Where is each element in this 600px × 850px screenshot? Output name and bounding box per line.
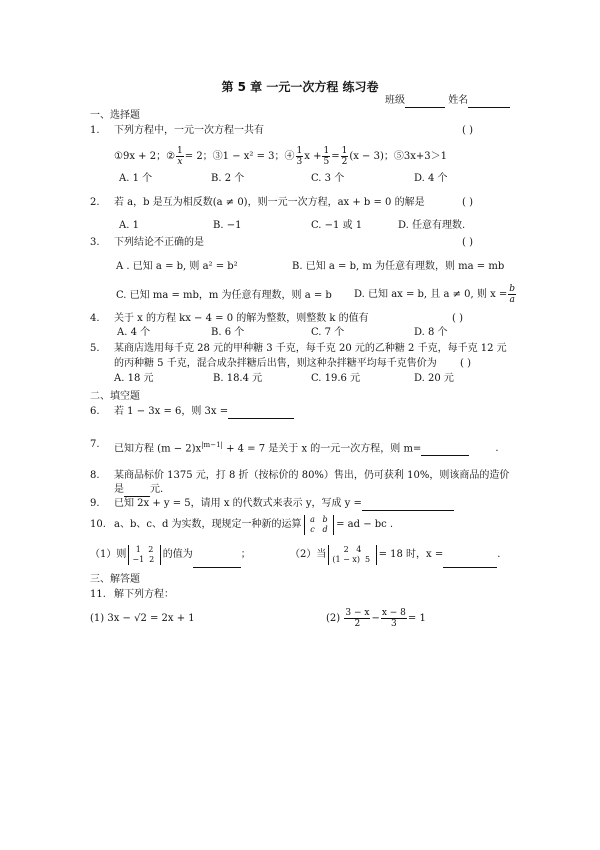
q6-text: 若 1 − 3x = 6，则 3x = [114,406,229,417]
class-blank[interactable] [405,96,445,108]
q3-frac-b-over-a: $\frac{b}{a}$ [509,284,516,305]
section-fill: 二、填空题 [90,391,140,402]
q8-line1: 某商品标价 1375 元，打 8 折（按标价的 80%）售出，仍可获利 10%，则该商品的造价 [114,470,510,481]
section-choice: 一、选择题 [90,110,140,121]
q2-answer-paren[interactable]: ( ) [462,197,473,208]
q9-blank[interactable] [362,499,454,511]
q3-answer-paren[interactable]: ( ) [462,237,473,248]
q6-line [114,405,294,419]
q4-number: 4. [90,313,100,324]
q11-frac-3-minus-x-over-2: $\frac{3 - x}{2}$ [345,608,370,629]
q11-number: 11. [90,589,106,600]
q1-eq-part1: ①9x + 2；② [114,151,176,162]
q4-option-c[interactable]: C. 7 个 [311,327,345,338]
q4-option-d[interactable]: D. 8 个 [414,327,448,338]
q7-blank[interactable] [421,444,469,456]
q4-option-b[interactable]: B. 6 个 [211,327,245,338]
q5-option-d[interactable]: D. 20 元 [414,373,454,384]
q11-minus: − [371,613,380,624]
q1-frac-1-over-5: $\frac{1}{5}$ [323,146,330,167]
q5-option-a[interactable]: A. 18 元 [114,373,154,384]
q11-eq2-post: = 1 [407,613,426,624]
q1-number: 1. [90,125,100,136]
q4-option-a[interactable]: A. 4 个 [117,327,151,338]
name-label: 姓名 [448,95,469,106]
q1-answer-paren[interactable]: ( ) [462,125,473,136]
q1-eq-part2: = 2；③1 − x² = 3；④ [184,151,295,162]
q1-equations [114,145,447,169]
q1-eq-part5: (x − 3)；⑤3x+3＞1 [349,151,447,162]
q2-option-d[interactable]: D. 任意有理数. [398,220,466,231]
q3-stem: 下列结论不正确的是 [114,237,204,248]
q6-number: 6. [90,406,100,417]
q8-post: 元. [150,484,164,495]
q1-eq-part4: = [331,151,340,162]
q5-line2: 的丙种糖 5 千克，混合成杂拌糖后出售，则这种杂拌糖平均每千克售价为 [114,358,437,369]
q10-p2-mid: = 18 时，x = [378,549,444,560]
q7-line [114,438,499,456]
q10-number: 10. [90,519,106,530]
q2-option-b[interactable]: B. −1 [213,220,242,231]
q8-line2 [114,483,163,497]
q6-blank[interactable] [228,407,294,419]
q5-option-c[interactable]: C. 19.6 元 [311,373,361,384]
q10-p1-end: ； [240,549,251,560]
q9-number: 9. [90,498,100,509]
q5-answer-paren[interactable]: ( ) [460,358,471,369]
q2-stem: 若 a，b 是互为相反数(a ≠ 0)，则一元一次方程，ax + b = 0 的解是 [114,197,425,208]
q10-p1-blank[interactable] [193,556,241,568]
q2-option-a[interactable]: A. 1 [119,220,139,231]
page-title: 第 5 章 一元一次方程 练习卷 [221,80,379,94]
q11-eq2 [326,606,426,632]
q1-option-c[interactable]: C. 3 个 [311,173,345,184]
q7-pre: 已知方程 (m − 2)x [114,443,202,455]
q7-post: + 4 = 7 是关于 x 的一元一次方程，则 m= [222,443,422,455]
q3-option-d[interactable] [354,283,517,307]
q5-option-b[interactable]: B. 18.4 元 [213,373,263,384]
q11-eq2-label: (2) [326,613,341,624]
class-name-line [385,94,510,108]
q11-eq1: (1) 3x − √2 = 2x + 1 [90,613,195,624]
q10-part2 [290,542,500,568]
q10-p2-end: . [497,549,501,560]
q3-option-c[interactable]: C. 已知 ma = mb，m 为任意有理数，则 a = b [116,290,332,301]
q3-option-d-text: D. 已知 ax = b, 且 a ≠ 0, 则 x = [354,289,508,300]
q5-number: 5. [90,343,100,354]
q4-stem: 关于 x 的方程 kx − 4 = 0 的解为整数，则整数 k 的值有 [114,313,369,324]
q10-p2-blank[interactable] [443,556,497,568]
q9-text: 已知 2x + y = 5，请用 x 的代数式来表示 y，写成 y = [114,498,362,509]
q1-option-a[interactable]: A. 1 个 [119,173,153,184]
q11-stem: 解下列方程： [114,589,174,600]
q10-stem: a、b、c、d 为实数，现规定一种新的运算 [114,519,302,530]
q10-rule: = ad − bc . [336,519,394,530]
q1-option-d[interactable]: D. 4 个 [414,173,448,184]
section-solve: 三、解答题 [90,574,140,585]
q7-number: 7. [90,439,100,450]
q1-stem: 下列方程中，一元一次方程一共有 [114,125,264,136]
q10-part1 [90,542,251,568]
q3-option-a[interactable]: A . 已知 a = b, 则 a² = b² [116,261,238,272]
q5-line1: 某商店选用每千克 28 元的甲种糖 3 千克，每千克 20 元的乙种糖 2 千克，每千克 12 元 [114,343,507,354]
q11-frac-x-minus-8-over-3: $\frac{x - 8}{3}$ [381,608,406,629]
q1-eq-part3: x + [304,151,322,162]
q9-line [114,497,454,511]
q7-end: . [495,443,499,455]
q8-blank[interactable] [124,485,150,497]
q10-stem-line [114,512,393,538]
q10-p1-post: 的值为 [162,549,193,560]
q1-frac-1-over-3: $\frac{1}{3}$ [296,146,303,167]
q10-p2-label: （2）当 [290,549,327,560]
name-blank[interactable] [468,96,510,108]
q3-number: 3. [90,237,100,248]
q2-option-c[interactable]: C. −1 或 1 [311,220,363,231]
q4-answer-paren[interactable]: ( ) [452,313,463,324]
q7-exponent: |m−1| [201,441,223,449]
q1-frac-1-over-x: $\frac{1}{x}$ [177,146,183,167]
q10-p1-det: 1 2 −1 2 [128,545,160,565]
q8-pre: 是 [114,484,124,495]
q1-frac-1-over-2: $\frac{1}{2}$ [341,146,348,167]
q10-p2-det: 2 4 (1 − x) 5 [328,545,376,565]
q1-option-b[interactable]: B. 2 个 [211,173,245,184]
class-label: 班级 [385,95,405,106]
q8-number: 8. [90,470,100,481]
q10-p1-label: （1）则 [90,549,127,560]
q3-option-b[interactable]: B. 已知 a = b, m 为任意有理数，则 ma = mb [292,261,505,272]
q10-det-abcd: a b c d [304,515,335,535]
q2-number: 2. [90,197,100,208]
